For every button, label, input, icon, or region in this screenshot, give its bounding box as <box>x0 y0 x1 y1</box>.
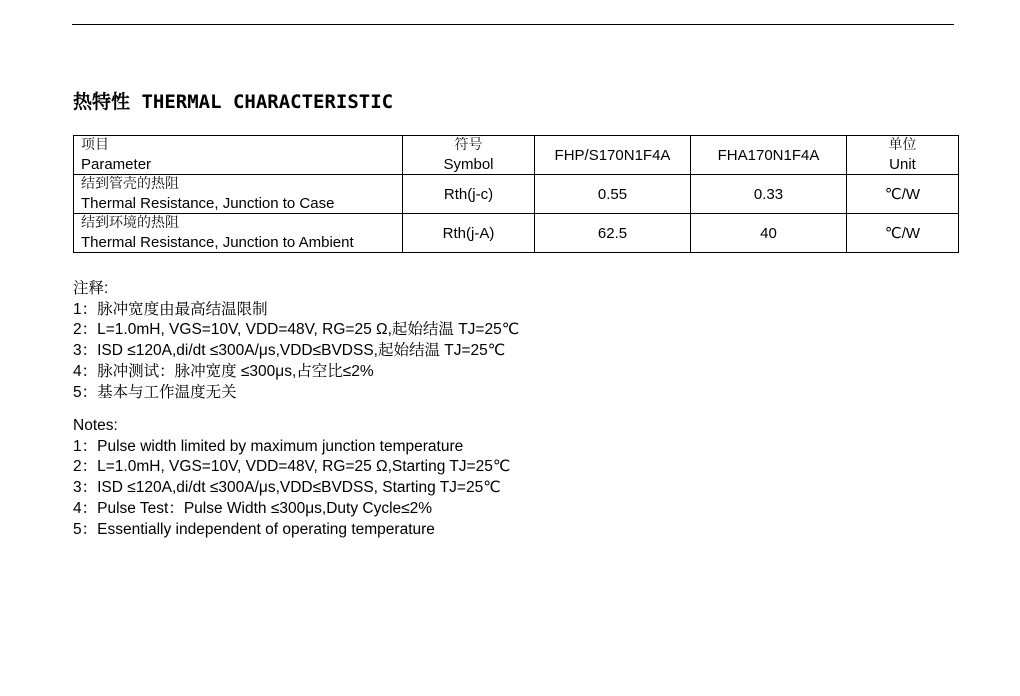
table-row <box>74 214 959 253</box>
note-en-item: 2：L=1.0mH, VGS=10V, VDD=48V, RG=25 Ω,Starting TJ=25℃ <box>73 458 511 476</box>
note-en-item: 4：Pulse Test：Pulse Width ≤300μs,Duty Cycle≤2% <box>73 499 433 517</box>
row-parameter-cn: 结到环境的热阻 <box>81 215 179 231</box>
row-symbol: Rth(j-c) <box>403 175 535 214</box>
row-value-fha: 0.33 <box>691 175 847 214</box>
notes-english <box>73 416 510 540</box>
row-symbol: Rth(j-A) <box>403 214 535 253</box>
row-parameter-cn: 结到管壳的热阻 <box>81 176 179 192</box>
table-header-row <box>74 136 959 175</box>
header-parameter <box>74 136 403 175</box>
note-cn-item: 2：L=1.0mH, VGS=10V, VDD=48V, RG=25 Ω,起始结温 TJ=25℃ <box>73 321 520 339</box>
top-rule <box>72 24 954 25</box>
row-value-fhp: 62.5 <box>535 214 691 253</box>
note-en-item: 3：ISD ≤120A,di/dt ≤300A/μs,VDD≤BVDSS, Starting TJ=25℃ <box>73 479 501 497</box>
header-parameter-cn: 项目 <box>81 137 109 153</box>
row-value-fha: 40 <box>691 214 847 253</box>
note-en-item: 1：Pulse width limited by maximum junction temperature <box>73 437 464 455</box>
note-cn-item: 3：ISD ≤120A,di/dt ≤300A/μs,VDD≤BVDSS,起始结温 TJ=25℃ <box>73 342 506 360</box>
header-fhp-s170n1f4a: FHP/S170N1F4A <box>535 136 691 175</box>
note-cn-item: 4：脉冲测试：脉冲宽度 ≤300μs,占空比≤2% <box>73 362 374 380</box>
header-symbol-cn: 符号 <box>454 137 483 153</box>
row-parameter <box>74 175 403 214</box>
notes-en-heading: Notes: <box>73 417 118 434</box>
header-symbol-en: Symbol <box>443 156 494 173</box>
row-parameter-en: Thermal Resistance, Junction to Case <box>81 195 335 212</box>
note-cn-item: 1：脉冲宽度由最高结温限制 <box>73 300 268 318</box>
table-row <box>74 175 959 214</box>
header-symbol <box>403 136 535 175</box>
header-fha170n1f4a: FHA170N1F4A <box>691 136 847 175</box>
header-unit <box>847 136 959 175</box>
notes-chinese <box>73 279 519 403</box>
note-en-item: 5：Essentially independent of operating temperature <box>73 520 435 538</box>
note-cn-item: 5：基本与工作温度无关 <box>73 383 237 401</box>
notes-cn-heading: 注释: <box>73 280 109 297</box>
thermal-characteristic-table <box>73 135 959 253</box>
row-unit: ℃/W <box>847 175 959 214</box>
header-unit-cn: 单位 <box>888 137 917 153</box>
section-title: 热特性 THERMAL CHARACTERISTIC <box>73 91 394 113</box>
header-unit-en: Unit <box>889 156 916 173</box>
header-parameter-en: Parameter <box>81 156 152 173</box>
row-parameter <box>74 214 403 253</box>
row-unit: ℃/W <box>847 214 959 253</box>
row-parameter-en: Thermal Resistance, Junction to Ambient <box>81 234 354 251</box>
row-value-fhp: 0.55 <box>535 175 691 214</box>
